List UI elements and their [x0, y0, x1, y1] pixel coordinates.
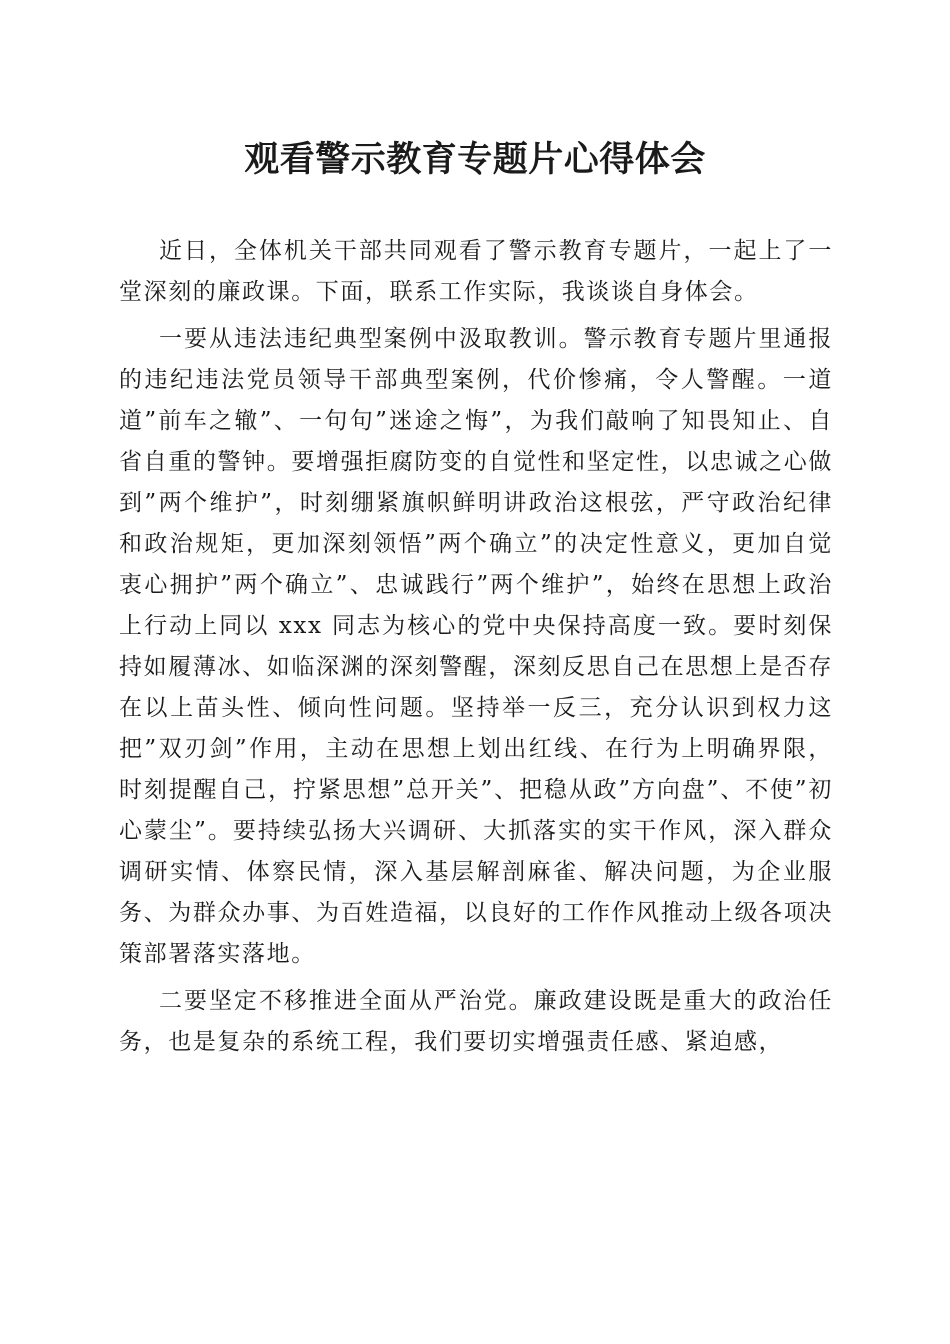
- paragraph-intro: 近日，全体机关干部共同观看了警示教育专题片，一起上了一堂深刻的廉政课。下面，联系工作实际，我谈谈自身体会。: [119, 238, 833, 305]
- document-body: [119, 231, 833, 1069]
- paragraph-point-one: 一要从违法违纪典型案例中汲取教训。警示教育专题片里通报的违纪违法党员领导干部典型案例，代价惨痛，令人警醒。一道道”前车之辙”、一句句”迷途之悔”，为我们敲响了知畏知止、自省自重的警钟。要增强拒腐防变的自觉性和坚定性，以忠诚之心做到”两个维护”，时刻绷紧旗帜鲜明讲政治这根弦，严守政治纪律和政治规矩，更加深刻领悟”两个确立”的决定性意义，更加自觉衷心拥护”两个确立”、忠诚践行”两个维护”，始终在思想上政治上行动上同以 xxx 同志为核心的党中央保持高度一致。要时刻保持如履薄冰、如临深渊的深刻警醒，深刻反思自己在思想上是否存在以上苗头性、倾向性问题。坚持举一反三，充分认识到权力这把”双刃剑”作用，主动在思想上划出红线、在行为上明确界限，时刻提醒自己，拧紧思想”总开关”、把稳从政”方向盘”、不使”初心蒙尘”。要持续弘扬大兴调研、大抓落实的实干作风，深入群众调研实情、体察民情，深入基层解剖麻雀、解决问题，为企业服务、为群众办事、为百姓造福，以良好的工作作风推动上级各项决策部署落实落地。: [119, 326, 833, 967]
- paragraph-point-two: 二要坚定不移推进全面从严治党。廉政建设既是重大的政治任务，也是复杂的系统工程，我们要切实增强责任感、紧迫感，: [119, 988, 833, 1055]
- document-title: 观看警示教育专题片心得体会: [244, 139, 706, 180]
